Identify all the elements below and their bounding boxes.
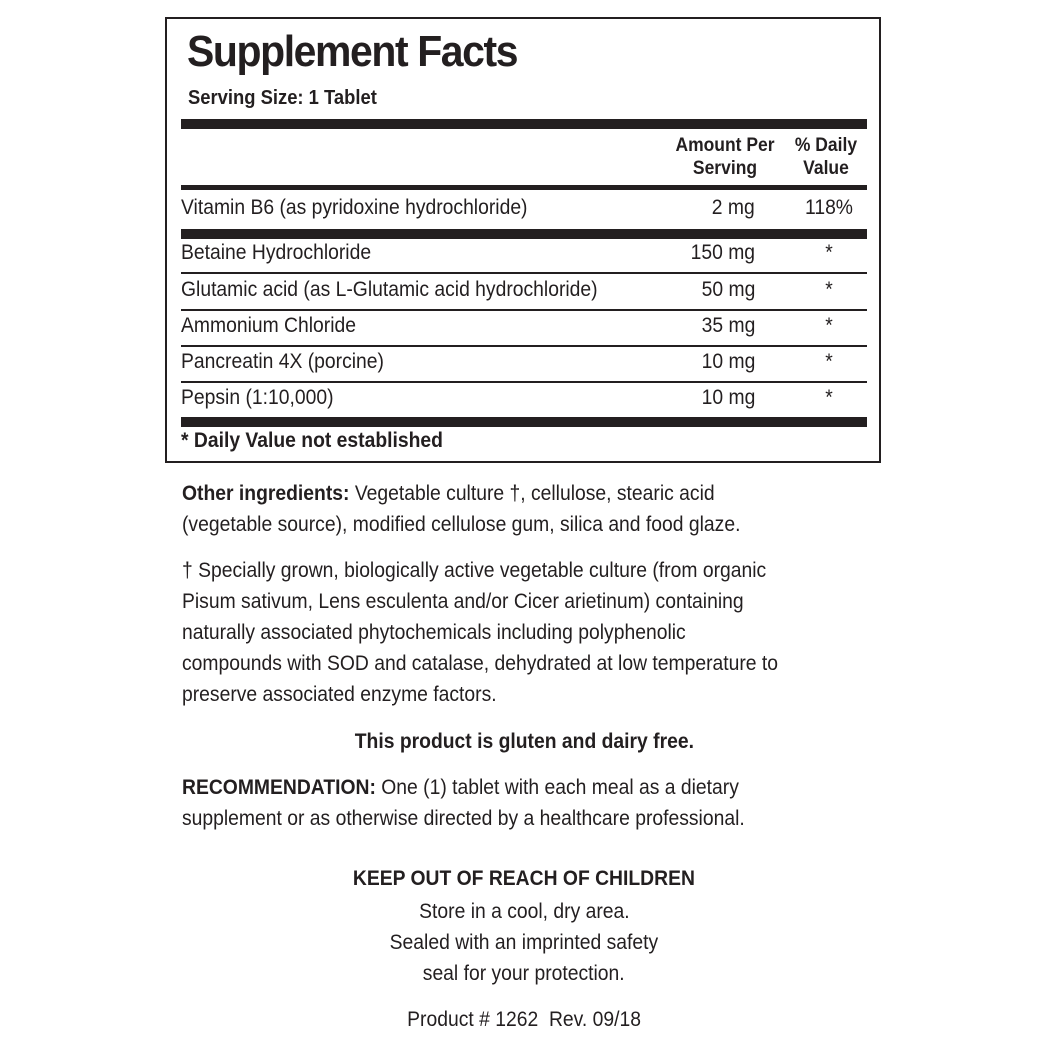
safety-seal-line-text: Sealed with an imprinted safety	[389, 931, 659, 954]
other-ingredients-text-line1: Vegetable culture †, cellulose, stearic acid	[349, 482, 715, 505]
divider-thick	[181, 417, 867, 427]
nutrient-amount: 150 mg	[690, 241, 755, 264]
nutrient-daily-value: 118%	[805, 196, 853, 219]
nutrient-name: Pancreatin 4X (porcine)	[181, 350, 384, 373]
other-ingredients-text-line2: (vegetable source), modified cellulose gum, silica and food glaze.	[182, 513, 741, 536]
dagger-note-line: † Specially grown, biologically active vegetable culture (from organic	[182, 559, 767, 582]
nutrient-daily-value: *	[825, 278, 833, 301]
column-header-daily-value	[787, 134, 864, 180]
gluten-dairy-statement	[0, 726, 1048, 757]
recommendation	[182, 772, 881, 834]
supplement-facts-panel	[165, 17, 881, 463]
nutrient-amount: 35 mg	[701, 314, 755, 337]
storage-line-text: Store in a cool, dry area.	[418, 900, 630, 923]
dagger-note-line: naturally associated phytochemicals including polyphenolic	[182, 621, 686, 644]
dagger-note	[182, 555, 881, 710]
warning-heading	[0, 863, 1048, 894]
nutrient-amount: 10 mg	[701, 386, 755, 409]
column-header-amount-line2: Serving	[692, 158, 758, 179]
protection-line	[0, 958, 1048, 989]
storage-line	[0, 896, 1048, 927]
facts-title: Supplement Facts	[187, 27, 518, 76]
recommendation-label: RECOMMENDATION:	[182, 776, 376, 799]
nutrient-daily-value: *	[825, 314, 833, 337]
column-header-amount-line1: Amount Per	[675, 135, 775, 156]
nutrient-amount: 50 mg	[701, 278, 755, 301]
divider-row	[181, 381, 867, 383]
nutrient-name: Ammonium Chloride	[181, 314, 357, 337]
dagger-note-line: Pisum sativum, Lens esculenta and/or Cicer arietinum) containing	[182, 590, 744, 613]
nutrient-name: Glutamic acid (as L-Glutamic acid hydrochloride)	[181, 278, 598, 301]
product-info	[0, 1004, 1048, 1035]
recommendation-text-line1: One (1) tablet with each meal as a dietary	[375, 776, 739, 799]
divider-header	[181, 185, 867, 190]
nutrient-name: Pepsin (1:10,000)	[181, 386, 334, 409]
other-ingredients	[182, 478, 881, 540]
nutrient-amount: 10 mg	[701, 350, 755, 373]
gluten-dairy-statement-text: This product is gluten and dairy free.	[354, 730, 694, 753]
dagger-note-line: preserve associated enzyme factors.	[182, 683, 497, 706]
other-ingredients-label: Other ingredients:	[182, 482, 350, 505]
column-header-dv-line1: % Daily	[794, 135, 858, 156]
column-header-dv-line2: Value	[803, 158, 849, 179]
protection-line-text: seal for your protection.	[423, 962, 625, 985]
column-header-amount	[670, 134, 780, 180]
dagger-note-line: compounds with SOD and catalase, dehydrated at low temperature to	[182, 652, 779, 675]
safety-seal-line	[0, 927, 1048, 958]
nutrient-amount: 2 mg	[712, 196, 755, 219]
nutrient-name: Vitamin B6 (as pyridoxine hydrochloride)	[181, 196, 528, 219]
divider-row	[181, 345, 867, 347]
divider-row	[181, 272, 867, 274]
product-info-text: Product # 1262 Rev. 09/18	[407, 1008, 641, 1031]
nutrient-daily-value: *	[825, 386, 833, 409]
nutrient-daily-value: *	[825, 241, 833, 264]
nutrient-daily-value: *	[825, 350, 833, 373]
divider-thick	[181, 119, 867, 129]
warning-heading-text: KEEP OUT OF REACH OF CHILDREN	[352, 867, 696, 890]
serving-size: Serving Size: 1 Tablet	[188, 87, 377, 109]
divider-thick	[181, 229, 867, 239]
daily-value-footnote: * Daily Value not established	[181, 429, 443, 452]
nutrient-name: Betaine Hydrochloride	[181, 241, 372, 264]
divider-row	[181, 309, 867, 311]
recommendation-text-line2: supplement or as otherwise directed by a healthcare professional.	[182, 807, 745, 830]
